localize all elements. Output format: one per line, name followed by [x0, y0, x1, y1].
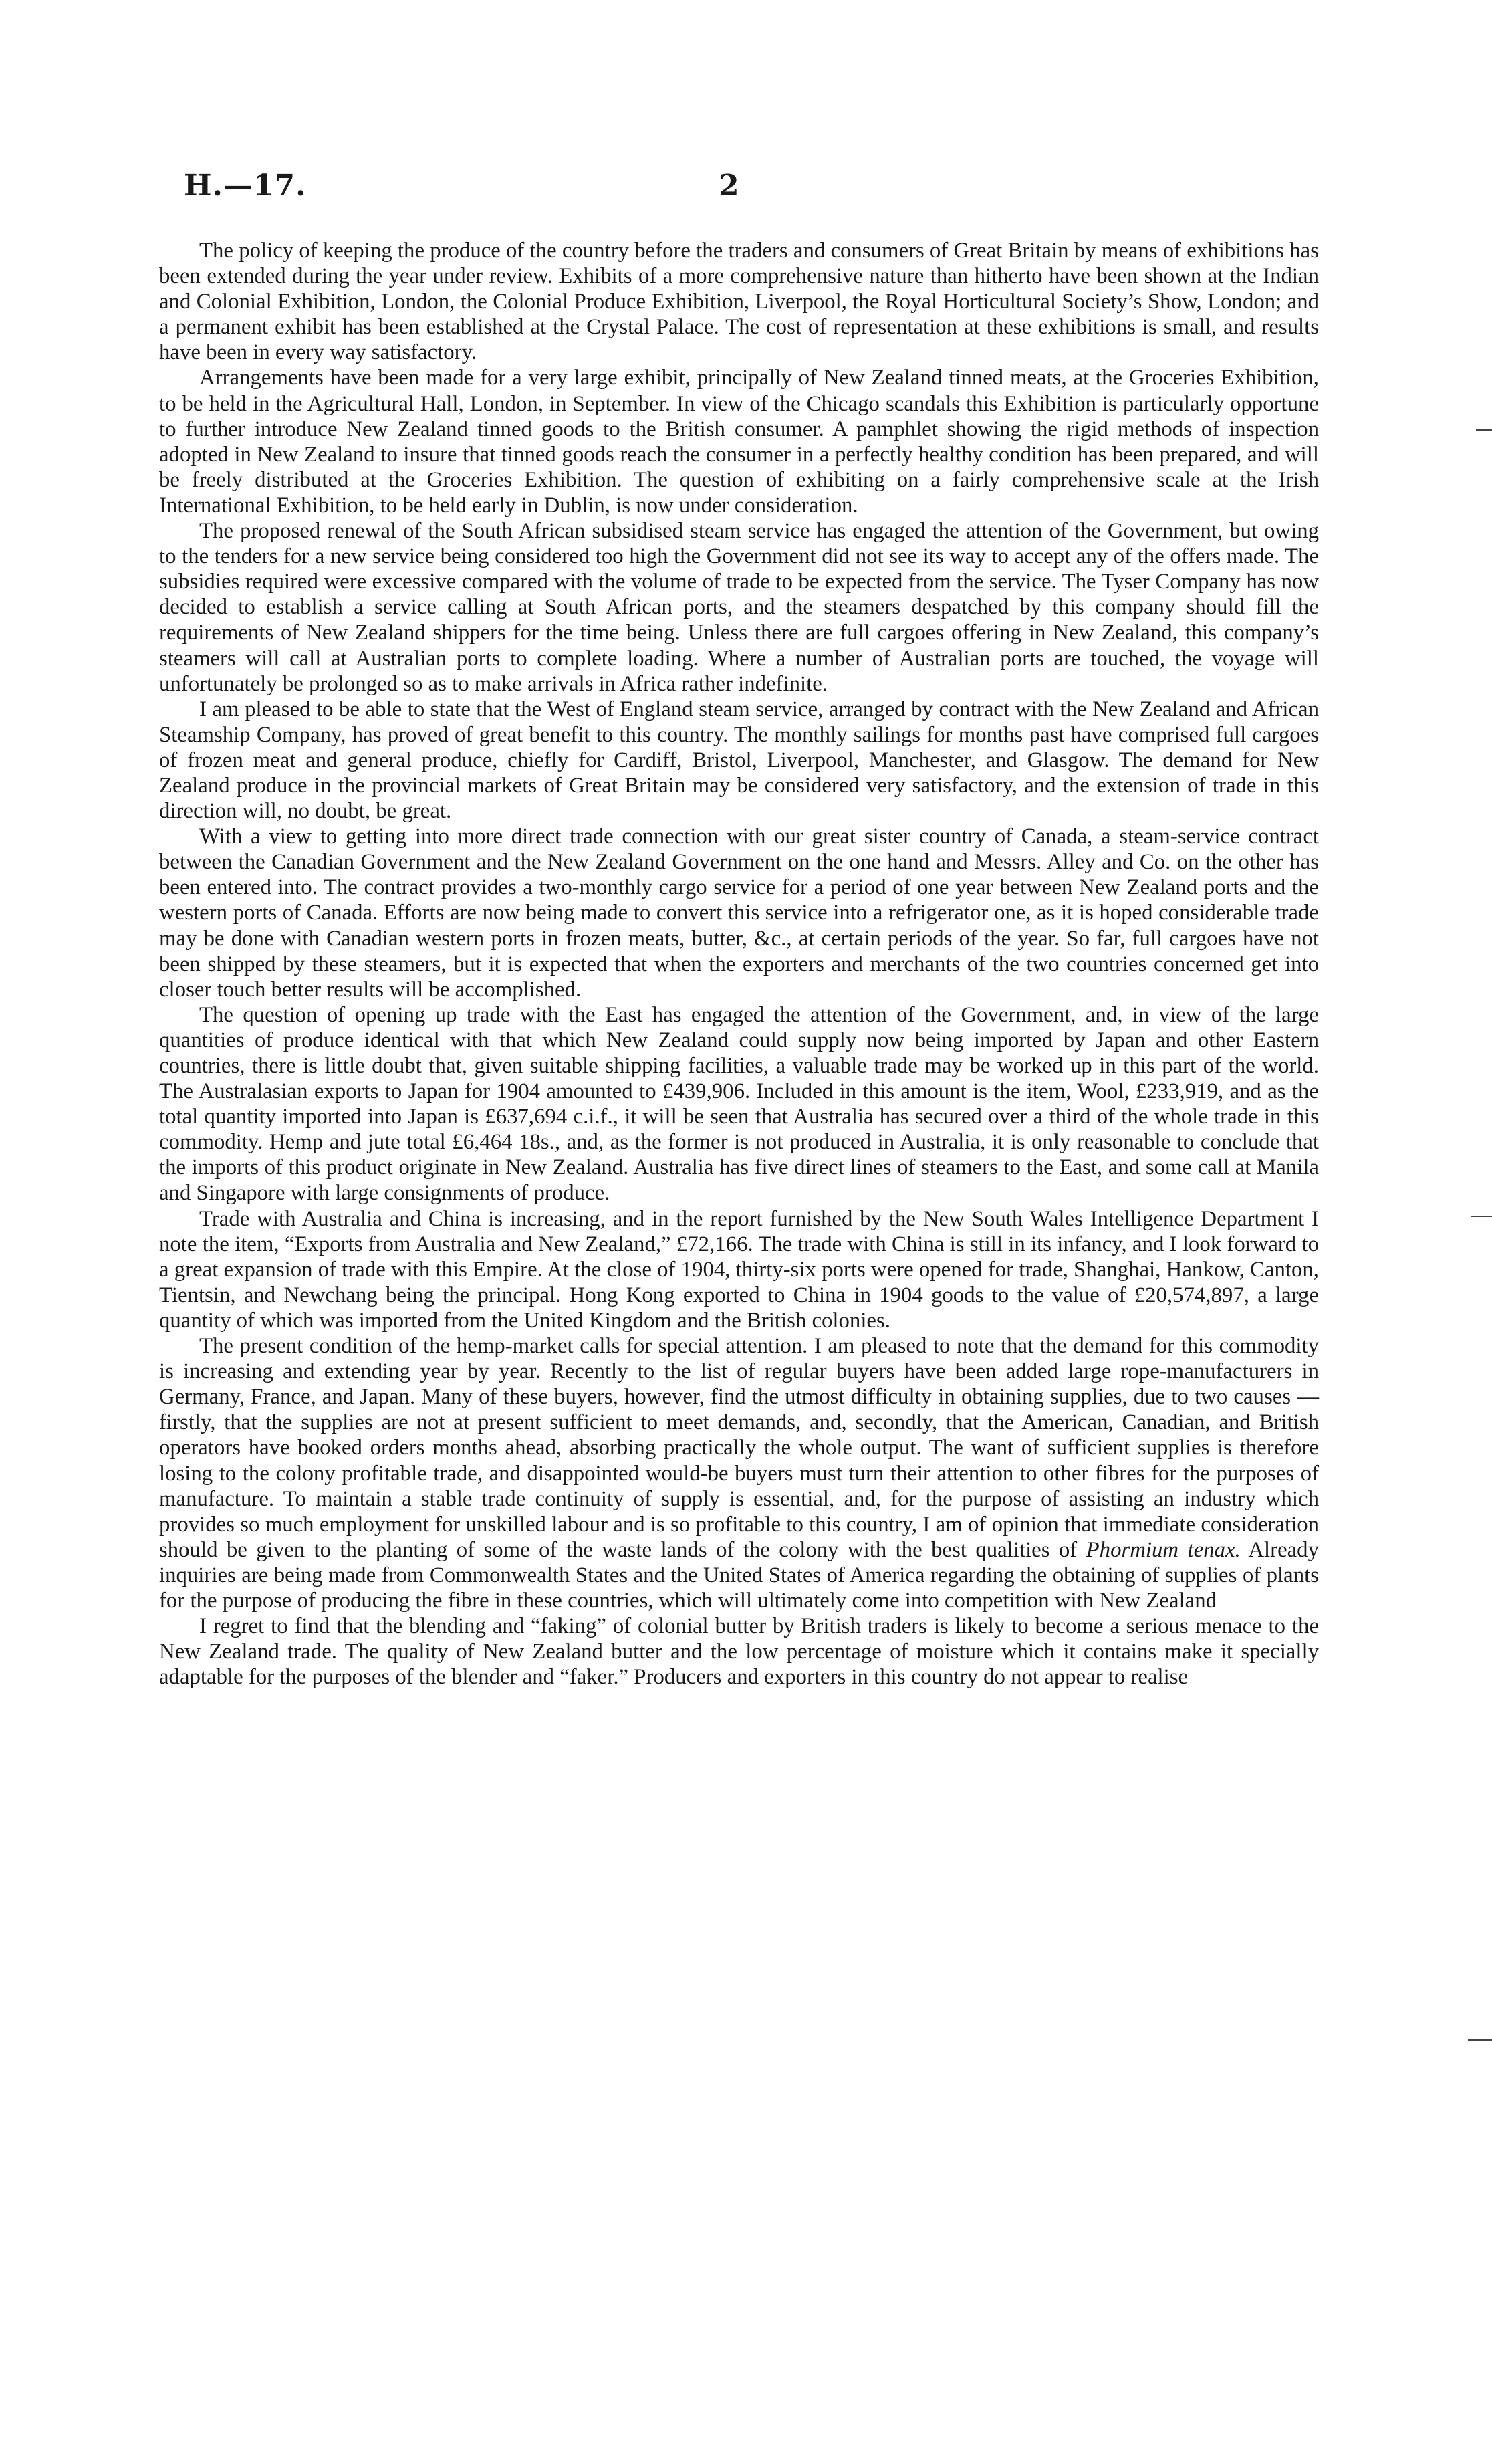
page-number: 2 [719, 169, 739, 203]
paragraph-south-african-service: The proposed renewal of the South African subsidised steam service has engaged the attention of the Government, but owing to the tenders for a new service being considered too high the Government did not see its way to accept any of the offers made. The subsidies required were excessive compared with the volume of trade to be expected from the service. The Tyser Company has now decided to establish a service calling at South African ports, and the steamers despatched by this company should fill the requirements of New Zealand shippers for the time being. Unless there are full cargoes offering in New Zealand, this company’s steamers will call at Australian ports to complete loading. Where a number of Australian ports are touched, the voyage will unfortunately be prolonged so as to make arrivals in Africa rather indefinite. [159, 519, 1319, 696]
margin-mark [1468, 2039, 1492, 2041]
paragraph-canada-service: With a view to getting into more direct trade connection with our great sister country of Canada, a steam-service contract between the Canadian Government and the New Zealand Government on the one hand and Messrs. Alley and Co. on the other has been entered into. The contract provides a two-monthly cargo service for a period of one year between New Zealand ports and the western ports of Canada. Efforts are now being made to convert this service into a refrigerator one, as it is hoped considerable trade may be done with Canadian western ports in frozen meats, butter, &c., at certain periods of the year. So far, full cargoes have not been shipped by these steamers, but it is expected that when the exporters and merchants of the two countries concerned get into closer touch better results will be accomplished. [159, 824, 1319, 1002]
paragraph-east-trade: The question of opening up trade with the East has engaged the attention of the Government, and, in view of the large quantities of produce identical with that which New Zealand could supply now being imported by Japan and other Eastern countries, there is little doubt that, given suitable shipping facilities, a valuable trade may be worked up in this part of the world. The Australasian exports to Japan for 1904 amounted to £439,906. Included in this amount is the item, Wool, £233,919, and as the total quantity imported into Japan is £637,694 c.i.f., it will be seen that Australia has secured over a third of the whole trade in this commodity. Hemp and jute total £6,464 18s., and, as the former is not produced in Australia, it is only reasonable to conclude that the imports of this product originate in New Zealand. Australia has five direct lines of steamers to the East, and some call at Manila and Singapore with large consignments of produce. [159, 1002, 1319, 1206]
paragraph-china-trade: Trade with Australia and China is increasing, and in the report furnished by the New South Wales Intelligence Department I note the item, “Exports from Australia and New Zealand,” £72,166. The trade with China is still in its infancy, and I look forward to a great expansion of trade with this Empire. At the close of 1904, thirty-six ports were opened for trade, Shanghai, Hankow, Canton, Tientsin, and Newchang being the principal. Hong Kong exported to China in 1904 goods to the value of £20,574,897, a large quantity of which was imported from the United Kingdom and the British colonies. [159, 1206, 1319, 1333]
paragraph-exhibitions: The policy of keeping the produce of the country before the traders and consumers of Great Britain by means of exhibitions has been extended during the year under review. Exhibits of a more comprehensive nature than hitherto have been shown at the Indian and Colonial Exhibition, London, the Colonial Produce Exhibition, Liverpool, the Royal Horticultural Society’s Show, London; and a permanent exhibit has been established at the Crystal Palace. The cost of representation at these exhibitions is small, and results have been in every way satisfactory. [159, 239, 1319, 365]
paragraph-west-of-england-service: I am pleased to be able to state that the West of England steam service, arranged by contract with the New Zealand and African Steamship Company, has proved of great benefit to this country. The monthly sailings for months past have comprised full cargoes of frozen meat and general produce, chiefly for Cardiff, Bristol, Liverpool, Manchester, and Glasgow. The demand for New Zealand produce in the provincial markets of Great Britain may be considered very satisfactory, and the extension of trade in this direction will, no doubt, be great. [159, 697, 1319, 824]
phormium-tenax-term: Phormium tenax. [1086, 1537, 1241, 1562]
paragraph-hemp-market [159, 1333, 1319, 1613]
paragraph-butter-faking: I regret to find that the blending and “faking” of colonial butter by British traders is likely to become a serious menace to the New Zealand trade. The quality of New Zealand butter and the low percentage of moisture which it contains make it specially adaptable for the purposes of the blender and “faker.” Producers and exporters in this country do not appear to realise [159, 1614, 1319, 1690]
hemp-text-after: Already inquiries are being made from Commonwealth States and the United States of America regarding the obtaining of supplies of plants for the purpose of producing the fibre in these countries, which will ultimately come into competition with New Zealand [159, 1537, 1319, 1613]
margin-mark [1476, 429, 1492, 431]
document-reference: H.—17. [184, 169, 307, 203]
report-body [159, 238, 1319, 1690]
margin-mark [1471, 1216, 1492, 1217]
paragraph-groceries-exhibition: Arrangements have been made for a very large exhibit, principally of New Zealand tinned meats, at the Groceries Exhibition, to be held in the Agricultural Hall, London, in September. In view of the Chicago scandals this Exhibition is particularly opportune to further introduce New Zealand tinned goods to the British consumer. A pamphlet showing the rigid methods of inspection adopted in New Zealand to insure that tinned goods reach the consumer in a perfectly healthy condition has been prepared, and will be freely distributed at the Groceries Exhibition. The question of exhibiting on a fairly comprehensive scale at the Irish International Exhibition, to be held early in Dublin, is now under consideration. [159, 366, 1319, 518]
hemp-text-before: The present condition of the hemp-market calls for special attention. I am pleased to note that the demand for this commodity is increasing and extending year by year. Recently to the list of regular buyers have been added large rope-manufacturers in Germany, France, and Japan. Many of these buyers, however, find the utmost difficulty in obtaining supplies, due to two causes —firstly, that the supplies are not at present sufficient to meet demands, and, secondly, that the American, Canadian, and British operators have booked orders months ahead, absorbing practically the whole output. The want of sufficient supplies is therefore losing to the colony profitable trade, and disappointed would-be buyers must turn their attention to other fibres for the purposes of manufacture. To maintain a stable trade continuity of supply is essential, and, for the purpose of assisting an industry which provides so much employment for unskilled labour and is so profitable to this country, I am of opinion that immediate consideration should be given to the planting of some of the waste lands of the colony with the best qualities of [159, 1334, 1319, 1562]
page-header [184, 169, 1334, 209]
